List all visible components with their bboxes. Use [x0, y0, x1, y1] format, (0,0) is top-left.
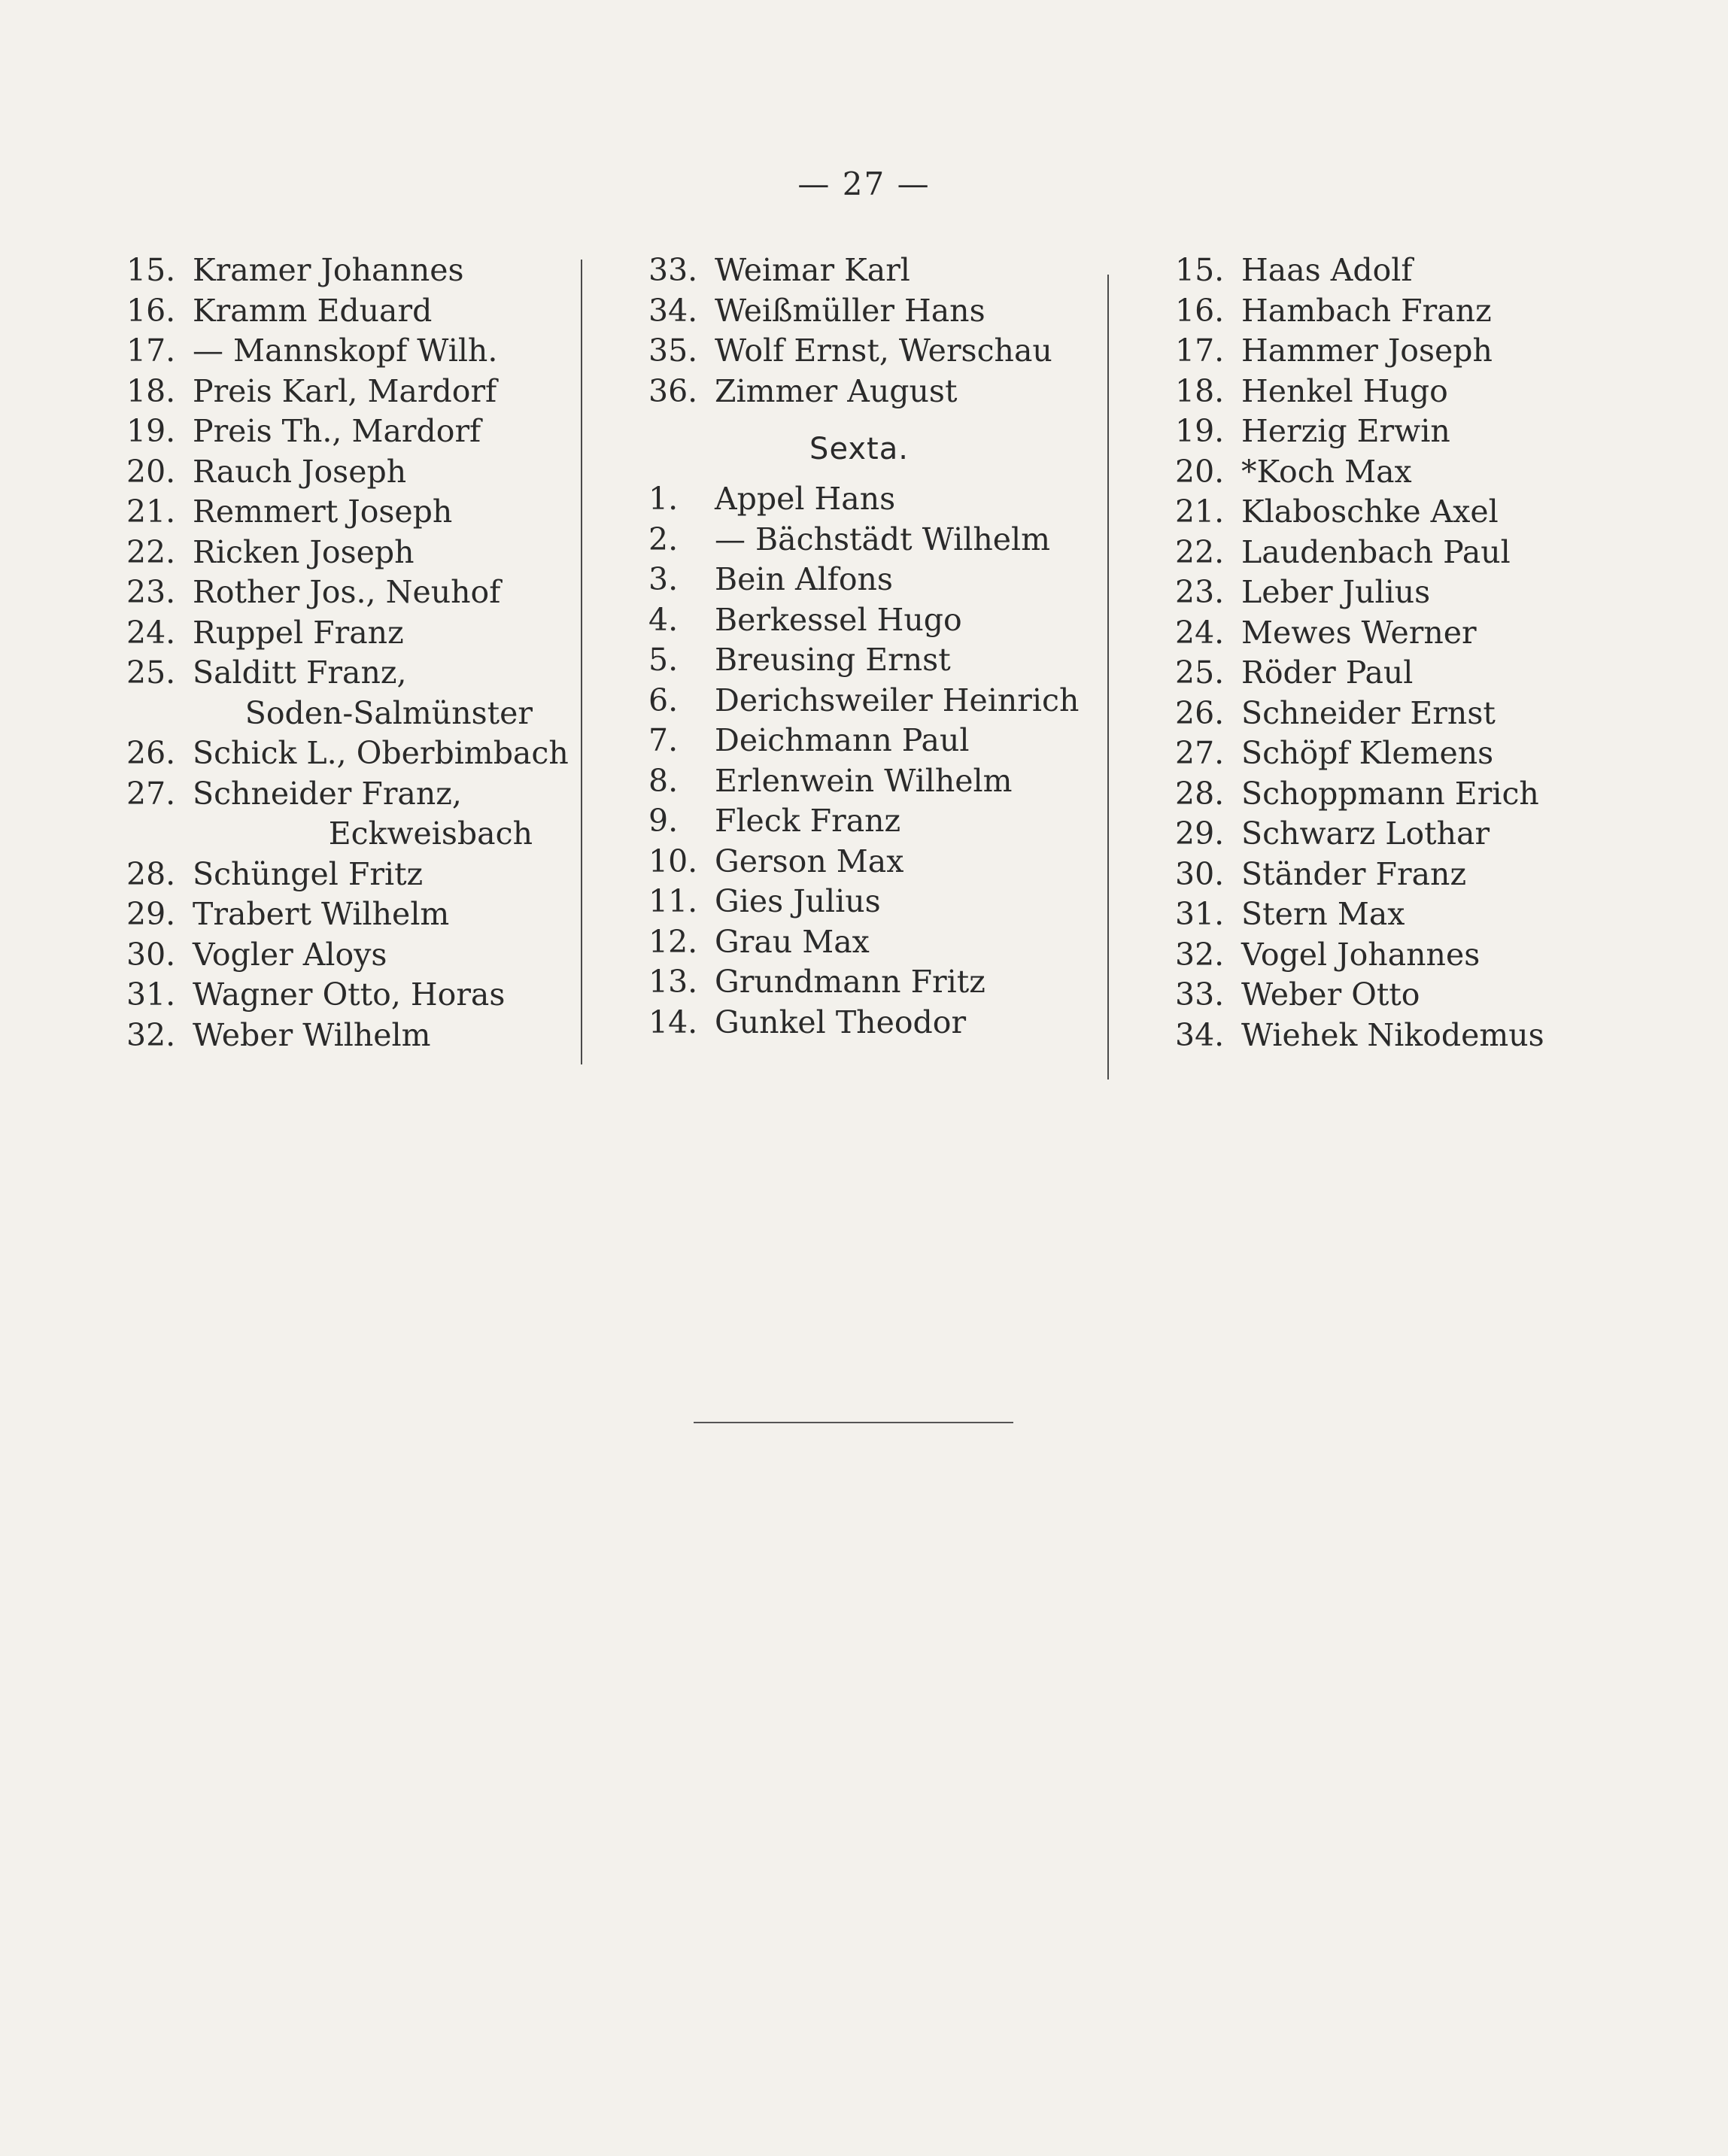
entry-name: Weißmüller Hans — [715, 292, 985, 329]
entry-name: Grundmann Fritz — [715, 964, 985, 1000]
entry-number: 6. — [648, 682, 679, 718]
list-item — [1175, 533, 1596, 573]
entry-name: Schwarz Lothar — [1241, 815, 1490, 852]
entry-number: 29. — [1175, 815, 1225, 852]
list-item — [648, 251, 1070, 291]
list-item — [1175, 774, 1596, 815]
entry-number: 20. — [126, 453, 176, 490]
entry-number: 17. — [126, 333, 176, 369]
entry-number: 18. — [1175, 372, 1225, 409]
entry-name: Kramer Johannes — [193, 252, 464, 288]
entry-number: 4. — [648, 601, 679, 638]
entry-number: 34. — [648, 292, 698, 329]
column-divider — [1107, 275, 1109, 1080]
list-item — [1175, 733, 1596, 774]
entry-name: Gunkel Theodor — [715, 1004, 967, 1040]
entry-number: 22. — [126, 533, 176, 570]
entry-name: Rother Jos., Neuhof — [193, 574, 501, 610]
list-item — [126, 533, 548, 573]
entry-name: Salditt Franz, — [193, 654, 407, 691]
entry-name: Fleck Franz — [715, 803, 901, 839]
list-item — [126, 492, 548, 533]
entry-number: 20. — [1175, 453, 1225, 490]
list-item — [126, 331, 548, 372]
list-item — [126, 774, 548, 815]
list-item — [648, 842, 1070, 882]
entry-number: 26. — [1175, 694, 1225, 731]
entry-number: 23. — [1175, 574, 1225, 610]
entry-number: 36. — [648, 372, 698, 409]
entry-number: 16. — [126, 292, 176, 329]
list-item — [1175, 411, 1596, 452]
list-item — [648, 291, 1070, 332]
list-item — [126, 572, 548, 613]
entry-number: 10. — [648, 843, 698, 879]
list-item — [648, 922, 1070, 963]
list-item — [126, 452, 548, 493]
entry-name: Schoppmann Erich — [1241, 775, 1539, 812]
entry-name: Preis Karl, Mardorf — [193, 372, 497, 409]
entry-name: Deichmann Paul — [715, 722, 970, 758]
entry-name: Zimmer August — [715, 372, 958, 409]
entry-number: 30. — [1175, 855, 1225, 892]
entry-number: 11. — [648, 883, 698, 919]
entry-name: — Mannskopf Wilh. — [193, 333, 498, 369]
list-item — [1175, 613, 1596, 654]
entry-name: Weimar Karl — [715, 252, 910, 288]
list-item-continuation — [126, 814, 548, 855]
entry-number: 5. — [648, 642, 679, 678]
entry-number: 26. — [126, 735, 176, 771]
entry-number: 33. — [648, 252, 698, 288]
column-divider — [581, 260, 582, 1064]
entry-name: Hambach Franz — [1241, 292, 1492, 329]
list-item — [648, 801, 1070, 842]
entry-name: Gies Julius — [715, 883, 881, 919]
list-item — [126, 291, 548, 332]
list-item — [126, 975, 548, 1016]
entry-name: Schneider Franz, — [193, 775, 462, 812]
entry-name: Appel Hans — [715, 481, 896, 517]
closing-rule — [694, 1422, 1013, 1423]
entry-number: 24. — [126, 614, 176, 651]
list-item — [648, 640, 1070, 681]
entry-name: Soden-Salmünster — [244, 694, 533, 731]
entry-number: 19. — [126, 413, 176, 449]
entry-number: 34. — [1175, 1016, 1225, 1053]
entry-name: Ruppel Franz — [193, 614, 404, 651]
entry-name: Röder Paul — [1241, 654, 1414, 691]
entry-number: 22. — [1175, 533, 1225, 570]
list-item — [126, 1016, 548, 1056]
entry-name: Schüngel Fritz — [193, 855, 424, 892]
list-item — [648, 479, 1070, 520]
entry-name: Trabert Wilhelm — [193, 896, 450, 932]
entry-number: 9. — [648, 803, 679, 839]
entry-number: 3. — [648, 561, 679, 597]
entry-name: Herzig Erwin — [1241, 413, 1450, 449]
entry-number: 33. — [1175, 976, 1225, 1013]
list-item — [126, 613, 548, 654]
entry-number: 23. — [126, 574, 176, 610]
entry-number: 35. — [648, 333, 698, 369]
entry-name: Leber Julius — [1241, 574, 1431, 610]
list-item — [126, 733, 569, 774]
entry-number: 19. — [1175, 413, 1225, 449]
list-item — [648, 560, 1070, 600]
entry-name: Wiehek Nikodemus — [1241, 1016, 1544, 1053]
entry-name: Rauch Joseph — [193, 453, 407, 490]
list-item-continuation — [126, 694, 548, 734]
entry-name: Erlenwein Wilhelm — [715, 762, 1013, 799]
entry-name: Derichsweiler Heinrich — [715, 682, 1080, 718]
entry-name: Breusing Ernst — [715, 642, 951, 678]
list-item — [648, 1003, 1070, 1043]
list-item — [1175, 291, 1596, 332]
entry-name: Bein Alfons — [715, 561, 893, 597]
entry-number: 24. — [1175, 614, 1225, 651]
entry-number: 18. — [126, 372, 176, 409]
entry-name: Wolf Ernst, Werschau — [715, 333, 1052, 369]
entry-name: Haas Adolf — [1241, 252, 1413, 288]
list-item — [648, 372, 1070, 412]
entry-number: 17. — [1175, 333, 1225, 369]
entry-number: 32. — [1175, 936, 1225, 973]
list-item — [126, 251, 548, 291]
entry-name: Grau Max — [715, 923, 870, 960]
list-item — [126, 653, 548, 694]
entry-number: 14. — [648, 1004, 698, 1040]
list-item — [1175, 372, 1596, 412]
list-item — [1175, 814, 1596, 855]
entry-number: 30. — [126, 936, 176, 973]
list-item — [126, 855, 548, 895]
entry-name: *Koch Max — [1241, 453, 1412, 490]
entry-name: Ricken Joseph — [193, 533, 415, 570]
entry-number: 28. — [1175, 775, 1225, 812]
entry-name: Klaboschke Axel — [1241, 493, 1499, 530]
list-item — [1175, 975, 1596, 1016]
list-item — [648, 600, 1070, 641]
list-item — [1175, 935, 1596, 976]
list-item — [648, 681, 1080, 721]
entry-name: Hammer Joseph — [1241, 333, 1493, 369]
entry-name: Weber Otto — [1241, 976, 1420, 1013]
entry-name: Laudenbach Paul — [1241, 533, 1511, 570]
right-column — [1175, 251, 1596, 1055]
list-item — [648, 882, 1070, 922]
entry-number: 21. — [1175, 493, 1225, 530]
list-item — [1175, 855, 1596, 895]
middle-column — [648, 251, 1080, 1043]
entry-name: Stern Max — [1241, 896, 1405, 932]
list-item — [648, 331, 1070, 372]
entry-name: — Bächstädt Wilhelm — [715, 521, 1050, 557]
list-item — [1175, 492, 1596, 533]
entry-number: 16. — [1175, 292, 1225, 329]
entry-number: 2. — [648, 521, 679, 557]
entry-name: Schick L., Oberbimbach — [193, 735, 569, 771]
entry-number: 29. — [126, 896, 176, 932]
list-item — [1175, 452, 1596, 493]
entry-name: Gerson Max — [715, 843, 904, 879]
list-item — [648, 520, 1070, 560]
entry-name: Vogel Johannes — [1241, 936, 1480, 973]
entry-number: 13. — [648, 964, 698, 1000]
entry-name: Berkessel Hugo — [715, 601, 962, 638]
list-item — [648, 761, 1070, 802]
entry-name: Eckweisbach — [328, 815, 533, 852]
entry-number: 32. — [126, 1016, 176, 1053]
list-item — [126, 411, 548, 452]
list-item — [648, 962, 1070, 1003]
list-item — [126, 894, 548, 935]
entry-number: 21. — [126, 493, 176, 530]
page-number: — 27 — — [797, 165, 931, 202]
entry-name: Mewes Werner — [1241, 614, 1477, 651]
list-item — [1175, 653, 1596, 694]
entry-number: 25. — [126, 654, 176, 691]
list-item — [1175, 572, 1596, 613]
list-item — [1175, 331, 1596, 372]
entry-number: 27. — [1175, 735, 1225, 771]
entry-name: Henkel Hugo — [1241, 372, 1448, 409]
list-item — [648, 721, 1070, 761]
list-item — [126, 935, 548, 976]
entry-number: 25. — [1175, 654, 1225, 691]
list-item — [1175, 251, 1596, 291]
list-item — [1175, 894, 1596, 935]
entry-name: Remmert Joseph — [193, 493, 453, 530]
list-item — [1175, 1016, 1596, 1056]
entry-name: Schöpf Klemens — [1241, 735, 1494, 771]
entry-name: Schneider Ernst — [1241, 694, 1496, 731]
section-heading: Sexta. — [809, 432, 909, 466]
entry-name: Ständer Franz — [1241, 855, 1467, 892]
entry-number: 27. — [126, 775, 176, 812]
left-column — [126, 251, 569, 1055]
entry-number: 31. — [1175, 896, 1225, 932]
entry-name: Weber Wilhelm — [193, 1016, 431, 1053]
entry-name: Kramm Eduard — [193, 292, 433, 329]
entry-name: Vogler Aloys — [193, 936, 387, 973]
entry-number: 8. — [648, 762, 679, 799]
list-item — [126, 372, 548, 412]
entry-number: 1. — [648, 481, 679, 517]
entry-number: 15. — [126, 252, 176, 288]
entry-number: 15. — [1175, 252, 1225, 288]
entry-name: Wagner Otto, Horas — [193, 976, 506, 1013]
entry-name: Preis Th., Mardorf — [193, 413, 481, 449]
entry-number: 7. — [648, 722, 679, 758]
list-item — [1175, 694, 1596, 734]
entry-number: 31. — [126, 976, 176, 1013]
entry-number: 28. — [126, 855, 176, 892]
entry-number: 12. — [648, 923, 698, 960]
